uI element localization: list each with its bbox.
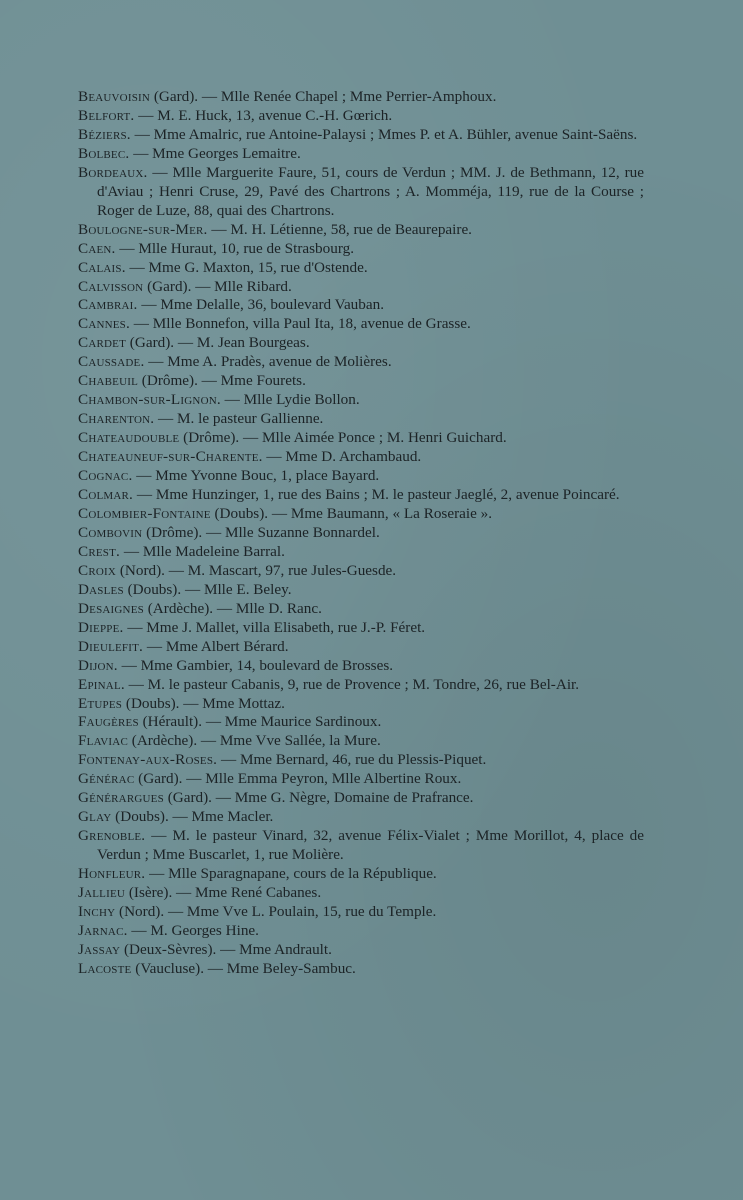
list-item (78, 221, 644, 240)
entry-detail: (Gard). — Mme G. Nègre, Domaine de Prafrance. (163, 789, 474, 807)
entry-detail: — M. E. Huck, 13, avenue C.-H. Gœrich. (134, 106, 393, 124)
list-item (78, 713, 644, 732)
list-item (78, 429, 644, 448)
entry-detail: — Mlle Bonnefon, villa Paul Ita, 18, avenue de Grasse. (130, 315, 471, 333)
town-name: Chabeuil (78, 372, 138, 390)
town-name: Croix (78, 561, 117, 579)
town-name: Jallieu (78, 884, 126, 902)
entry-detail: — M. Georges Hine. (127, 921, 259, 939)
entry-detail: (Vaucluse). — Mme Beley-Sambuc. (131, 959, 356, 977)
list-item (78, 315, 644, 334)
list-item (78, 505, 644, 524)
list-item (78, 240, 644, 259)
entry-detail: — Mme Delalle, 36, boulevard Vauban. (137, 296, 385, 314)
entry-detail: (Doubs). — Mme Baumann, « La Roseraie ». (210, 504, 493, 522)
list-item (78, 278, 644, 297)
town-name: Cannes. (78, 315, 130, 333)
town-name: Jassay (78, 940, 121, 958)
town-name: Dieulefit. (78, 637, 144, 655)
list-item (78, 960, 644, 979)
entry-detail: (Drôme). — Mlle Aimée Ponce ; M. Henri Guichard. (179, 429, 507, 447)
list-item (78, 164, 644, 221)
entry-detail: — Mme Yvonne Bouc, 1, place Bayard. (132, 467, 380, 485)
list-item (78, 410, 644, 429)
town-name: Grenoble. (78, 827, 146, 845)
list-item (78, 619, 644, 638)
entry-detail: (Drôme). — Mme Fourets. (138, 372, 306, 390)
town-name: Flaviac (78, 732, 128, 750)
town-name: Chambon-sur-Lignon. (78, 391, 221, 409)
entry-detail: — Mlle Huraut, 10, rue de Strasbourg. (115, 239, 355, 257)
entry-detail: — Mme J. Mallet, villa Elisabeth, rue J.-P. Féret. (123, 618, 426, 636)
entry-detail: — M. le pasteur Vinard, 32, avenue Félix-Vialet ; Mme Morillot, 4, place de Verdun ; Mme Buscarlet, 1, rue Molière. (97, 827, 644, 864)
town-name: Cardet (78, 334, 126, 352)
entry-detail: (Gard). — Mlle Ribard. (143, 277, 292, 295)
town-name: Inchy (78, 902, 116, 920)
entry-detail: — Mme Gambier, 14, boulevard de Brosses. (117, 656, 394, 674)
entry-detail: (Gard). — Mlle Renée Chapel ; Mme Perrier-Amphoux. (150, 88, 497, 105)
town-name: Chateauneuf-sur-Charente. (78, 448, 263, 466)
entry-detail: — Mme Amalric, rue Antoine-Palaysi ; Mmes P. et A. Bühler, avenue Saint-Saëns. (130, 125, 638, 143)
list-item (78, 259, 644, 278)
entry-detail: — Mlle Sparagnapane, cours de la République. (145, 865, 437, 883)
town-name: Honfleur. (78, 865, 146, 883)
town-name: Cambrai. (78, 296, 138, 314)
town-name: Béziers. (78, 125, 131, 143)
town-name: Générargues (78, 789, 164, 807)
town-name: Combovin (78, 523, 143, 541)
list-item (78, 145, 644, 164)
entry-detail: — Mme Georges Lemaitre. (129, 144, 301, 162)
list-item (78, 922, 644, 941)
list-item (78, 941, 644, 960)
town-name: Jarnac. (78, 921, 128, 939)
town-name: Caussade. (78, 353, 145, 371)
entry-detail: — Mme Bernard, 46, rue du Plessis-Piquet. (217, 751, 487, 769)
town-name: Boulogne-sur-Mer. (78, 220, 208, 238)
town-name: Dieppe. (78, 618, 124, 636)
entry-detail: (Doubs). — Mme Macler. (111, 808, 274, 826)
list-item (78, 524, 644, 543)
entry-detail: (Isère). — Mme René Cabanes. (125, 884, 322, 902)
entry-detail: — Mme D. Archambaud. (262, 448, 422, 466)
list-item (78, 903, 644, 922)
list-item (78, 695, 644, 714)
list-item (78, 657, 644, 676)
entry-detail: — Mlle Lydie Bollon. (220, 391, 360, 409)
list-item (78, 467, 644, 486)
list-item (78, 789, 644, 808)
entry-detail: — M. le pasteur Gallienne. (154, 410, 324, 428)
entry-detail: (Nord). — M. Mascart, 97, rue Jules-Guesde. (116, 561, 397, 579)
town-name: Etupes (78, 694, 123, 712)
town-name: Bolbec. (78, 144, 130, 162)
town-name: Desaignes (78, 599, 144, 617)
town-name: Cognac. (78, 467, 133, 485)
entry-detail: (Doubs). — Mlle E. Beley. (123, 580, 292, 598)
list-item (78, 827, 644, 865)
list-item (78, 808, 644, 827)
town-name: Générac (78, 770, 135, 788)
list-item (78, 296, 644, 315)
entry-detail: — Mlle Madeleine Barral. (120, 542, 285, 560)
list-item (78, 865, 644, 884)
town-name: Dasles (78, 580, 124, 598)
entry-detail: — Mme G. Maxton, 15, rue d'Ostende. (125, 258, 368, 276)
entry-detail: (Ardèche). — Mme Vve Sallée, la Mure. (127, 732, 381, 750)
list-item (78, 884, 644, 903)
list-item (78, 126, 644, 145)
town-name: Chateaudouble (78, 429, 180, 447)
list-item (78, 770, 644, 789)
entry-detail: (Nord). — Mme Vve L. Poulain, 15, rue du Temple. (115, 902, 437, 920)
entry-detail: (Drôme). — Mlle Suzanne Bonnardel. (142, 523, 380, 541)
town-name: Caen. (78, 239, 116, 257)
list-item (78, 600, 644, 619)
town-name: Epinal. (78, 675, 125, 693)
entry-detail: (Doubs). — Mme Mottaz. (122, 694, 285, 712)
list-item (78, 448, 644, 467)
list-item (78, 334, 644, 353)
town-name: Faugères (78, 713, 139, 731)
list-item (78, 88, 644, 107)
entry-detail: — M. H. Létienne, 58, rue de Beaurepaire. (207, 220, 472, 238)
list-item (78, 372, 644, 391)
town-name: Fontenay-aux-Roses. (78, 751, 218, 769)
entry-detail: (Gard). — Mlle Emma Peyron, Mlle Albertine Roux. (134, 770, 462, 788)
list-item (78, 543, 644, 562)
town-name: Beauvoisin (78, 88, 151, 105)
list-item (78, 732, 644, 751)
town-name: Crest. (78, 542, 121, 560)
entry-detail: — M. le pasteur Cabanis, 9, rue de Provence ; M. Tondre, 26, rue Bel-Air. (124, 675, 580, 693)
entry-detail: — Mme Hunzinger, 1, rue des Bains ; M. le pasteur Jaeglé, 2, avenue Poincaré. (133, 486, 620, 504)
entry-detail: — Mlle Marguerite Faure, 51, cours de Verdun ; MM. J. de Bethmann, 12, rue d'Aviau ; Henri Cruse, 29, Pavé des Chartrons ; A. Momméja, 119, rue de la Course ; Roger de Luze, 88, quai des Chartrons. (97, 163, 644, 219)
list-item (78, 676, 644, 695)
list-item (78, 391, 644, 410)
list-item (78, 581, 644, 600)
town-name: Bordeaux. (78, 163, 148, 181)
town-name: Lacoste (78, 959, 132, 977)
entry-detail: — Mme Albert Bérard. (143, 637, 289, 655)
list-item (78, 353, 644, 372)
list-item (78, 751, 644, 770)
entry-detail: — Mme A. Pradès, avenue de Molières. (144, 353, 392, 371)
town-name: Colombier-Fontaine (78, 504, 211, 522)
list-item (78, 486, 644, 505)
entry-detail: (Ardèche). — Mlle D. Ranc. (143, 599, 322, 617)
town-name: Calvisson (78, 277, 144, 295)
town-name: Colmar. (78, 486, 134, 504)
town-name: Charenton. (78, 410, 155, 428)
list-item (78, 562, 644, 581)
town-name: Glay (78, 808, 112, 826)
address-list (78, 88, 644, 979)
list-item (78, 638, 644, 657)
town-name: Dijon. (78, 656, 118, 674)
town-name: Belfort. (78, 106, 135, 124)
entry-detail: (Hérault). — Mme Maurice Sardinoux. (138, 713, 382, 731)
list-item (78, 107, 644, 126)
town-name: Calais. (78, 258, 126, 276)
entry-detail: (Gard). — M. Jean Bourgeas. (126, 334, 310, 352)
entry-detail: (Deux-Sèvres). — Mme Andrault. (120, 940, 332, 958)
